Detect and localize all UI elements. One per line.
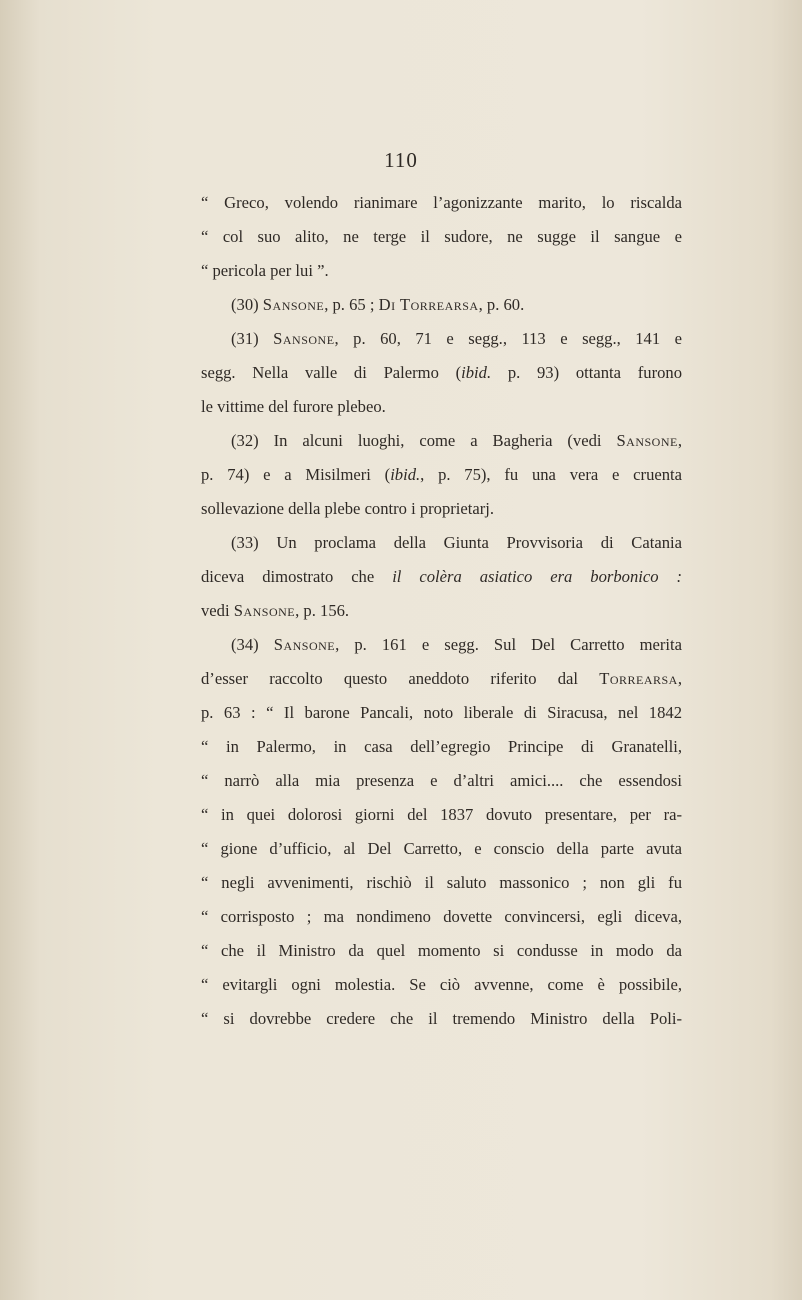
- text-line: “ gione d’ufficio, al Del Carretto, e conscio della parte avuta: [201, 839, 682, 858]
- text-line: [201, 356, 682, 390]
- text-line: “ negli avvenimenti, rischiò il saluto massonico ; non gli fu: [201, 873, 682, 892]
- text-line: [201, 424, 682, 458]
- text-line: “ pericola per lui ”.: [201, 261, 329, 280]
- text-segment: p. 74) e a Misilmeri (: [201, 465, 391, 484]
- text-line: [201, 458, 682, 492]
- text-line: “ narrò alla mia presenza e d’altri amici.... che essendosi: [201, 771, 682, 790]
- text-segment: d’esser raccolto questo aneddoto riferito dal: [201, 669, 600, 688]
- text-line: “ che il Ministro da quel momento si condusse in modo da: [201, 941, 682, 960]
- small-caps-name: Sansone: [273, 329, 335, 348]
- text-segment: (32) In alcuni luoghi, come a Bagheria (vedi: [231, 431, 617, 450]
- text-segment: ,: [677, 431, 682, 450]
- text-segment: ,: [677, 669, 682, 688]
- text-line: [201, 594, 682, 628]
- text-segment: , p. 65 ;: [324, 295, 379, 314]
- text-segment: , p. 161 e segg. Sul Del Carretto merita: [335, 635, 682, 654]
- text-line: [201, 628, 682, 662]
- small-caps-name: Sansone: [262, 295, 325, 314]
- text-line: le vittime del furore plebeo.: [201, 397, 386, 416]
- text-segment: vedi: [201, 601, 234, 620]
- text-line: p. 63 : “ Il barone Pancali, noto liberale di Siracusa, nel 1842: [201, 703, 682, 722]
- text-line: (33) Un proclama della Giunta Provvisoria di Catania: [231, 533, 682, 552]
- text-segment: , p. 156.: [295, 601, 350, 620]
- text-line: [201, 560, 682, 594]
- italic-text: il colèra asiatico era borbonico :: [392, 567, 682, 586]
- text-segment: (31): [231, 329, 274, 348]
- text-line: “ Greco, volendo rianimare l’agonizzante marito, lo riscalda: [201, 193, 682, 212]
- text-segment: , p. 75), fu una vera e cruenta: [420, 465, 682, 484]
- text-line: [201, 322, 682, 356]
- text-line: “ si dovrebbe credere che il tremendo Ministro della Poli-: [201, 1009, 682, 1028]
- text-segment: , p. 60, 71 e segg., 113 e segg., 141 e: [334, 329, 682, 348]
- text-line: [201, 288, 682, 322]
- small-caps-name: Sansone: [233, 601, 296, 620]
- small-caps-name: Di Torrearsa: [378, 295, 479, 314]
- text-line: “ in quei dolorosi giorni del 1837 dovuto presentare, per ra-: [201, 805, 682, 824]
- text-line: “ corrisposto ; ma nondimeno dovette convincersi, egli diceva,: [201, 907, 682, 926]
- text-line: “ evitargli ogni molestia. Se ciò avvenne, come è possibile,: [201, 975, 682, 994]
- text-line: “ in Palermo, in casa dell’egregio Principe di Granatelli,: [201, 737, 682, 756]
- italic-text: ibid.: [390, 465, 421, 484]
- text-line: sollevazione della plebe contro i proprietarj.: [201, 499, 495, 518]
- text-segment: (34): [231, 635, 274, 654]
- small-caps-name: Sansone: [616, 431, 678, 450]
- italic-text: ibid.: [461, 363, 492, 382]
- text-segment: , p. 60.: [478, 295, 525, 314]
- text-segment: (30): [231, 295, 263, 314]
- small-caps-name: Torrearsa: [599, 669, 678, 688]
- text-segment: segg. Nella valle di Palermo (: [201, 363, 462, 382]
- text-line: “ col suo alito, ne terge il sudore, ne sugge il sangue e: [201, 227, 682, 246]
- small-caps-name: Sansone: [273, 635, 336, 654]
- text-line: [201, 662, 682, 696]
- text-segment: diceva dimostrato che: [201, 567, 393, 586]
- text-segment: p. 93) ottanta furono: [491, 363, 682, 382]
- footnotes-text: [201, 186, 682, 1036]
- page-number: 110: [384, 148, 418, 172]
